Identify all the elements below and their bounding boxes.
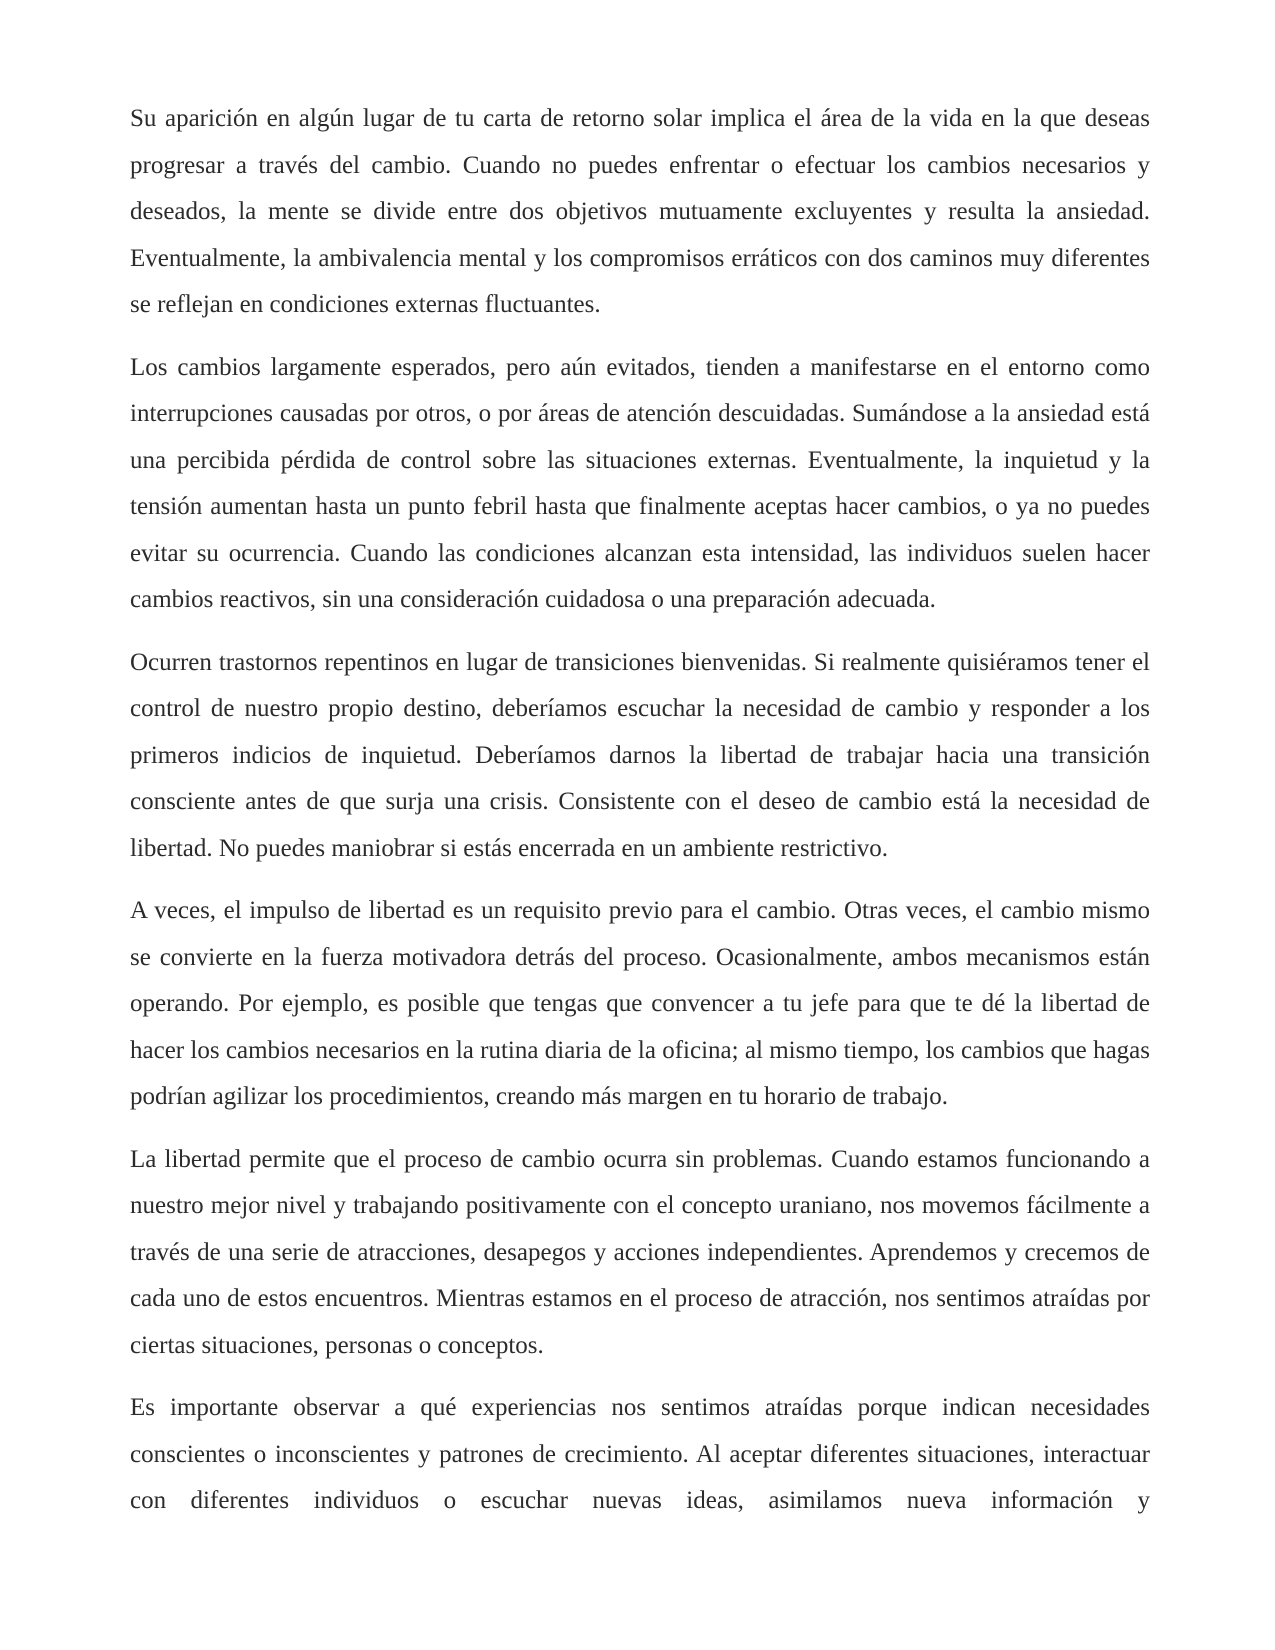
- paragraph-2: Los cambios largamente esperados, pero aún evitados, tienden a manifestarse en el entorno como interrupciones causadas por otros, o por áreas de atención descuidadas. Sumándose a la ansiedad está una percibida pérdida de control sobre las situaciones externas. Eventualmente, la inquietud y la tensión aumentan hasta un punto febril hasta que finalmente aceptas hacer cambios, o ya no puedes evitar su ocurrencia. Cuando las condiciones alcanzan esta intensidad, las individuos suelen hacer cambios reactivos, sin una consideración cuidadosa o una preparación adecuada.: [130, 353, 1150, 613]
- paragraph-6: Es importante observar a qué experiencias nos sentimos atraídas porque indican necesidades conscientes o inconscientes y patrones de crecimiento. Al aceptar diferentes situaciones, interactuar con diferentes individuos o escuchar nuevas ideas, asimilamos nueva información y: [130, 1394, 1150, 1514]
- document-page: [130, 96, 1150, 1541]
- paragraph-1: Su aparición en algún lugar de tu carta de retorno solar implica el área de la vida en la que deseas progresar a través del cambio. Cuando no puedes enfrentar o efectuar los cambios necesarios y deseados, la mente se divide entre dos objetivos mutuamente excluyentes y resulta la ansiedad. Eventualmente, la ambivalencia mental y los compromisos erráticos con dos caminos muy diferentes se reflejan en condiciones externas fluctuantes.: [130, 105, 1150, 318]
- paragraph-3: Ocurren trastornos repentinos en lugar de transiciones bienvenidas. Si realmente quisiéramos tener el control de nuestro propio destino, deberíamos escuchar la necesidad de cambio y responder a los primeros indicios de inquietud. Deberíamos darnos la libertad de trabajar hacia una transición consciente antes de que surja una crisis. Consistente con el deseo de cambio está la necesidad de libertad. No puedes maniobrar si estás encerrada en un ambiente restrictivo.: [130, 648, 1150, 862]
- paragraph-4: A veces, el impulso de libertad es un requisito previo para el cambio. Otras veces, el cambio mismo se convierte en la fuerza motivadora detrás del proceso. Ocasionalmente, ambos mecanismos están operando. Por ejemplo, es posible que tengas que convencer a tu jefe para que te dé la libertad de hacer los cambios necesarios en la rutina diaria de la oficina; al mismo tiempo, los cambios que hagas podrían agilizar los procedimientos, creando más margen en tu horario de trabajo.: [130, 897, 1150, 1110]
- paragraph-5: La libertad permite que el proceso de cambio ocurra sin problemas. Cuando estamos funcionando a nuestro mejor nivel y trabajando positivamente con el concepto uraniano, nos movemos fácilmente a través de una serie de atracciones, desapegos y acciones independientes. Aprendemos y crecemos de cada uno de estos encuentros. Mientras estamos en el proceso de atracción, nos sentimos atraídas por ciertas situaciones, personas o conceptos.: [130, 1145, 1150, 1359]
